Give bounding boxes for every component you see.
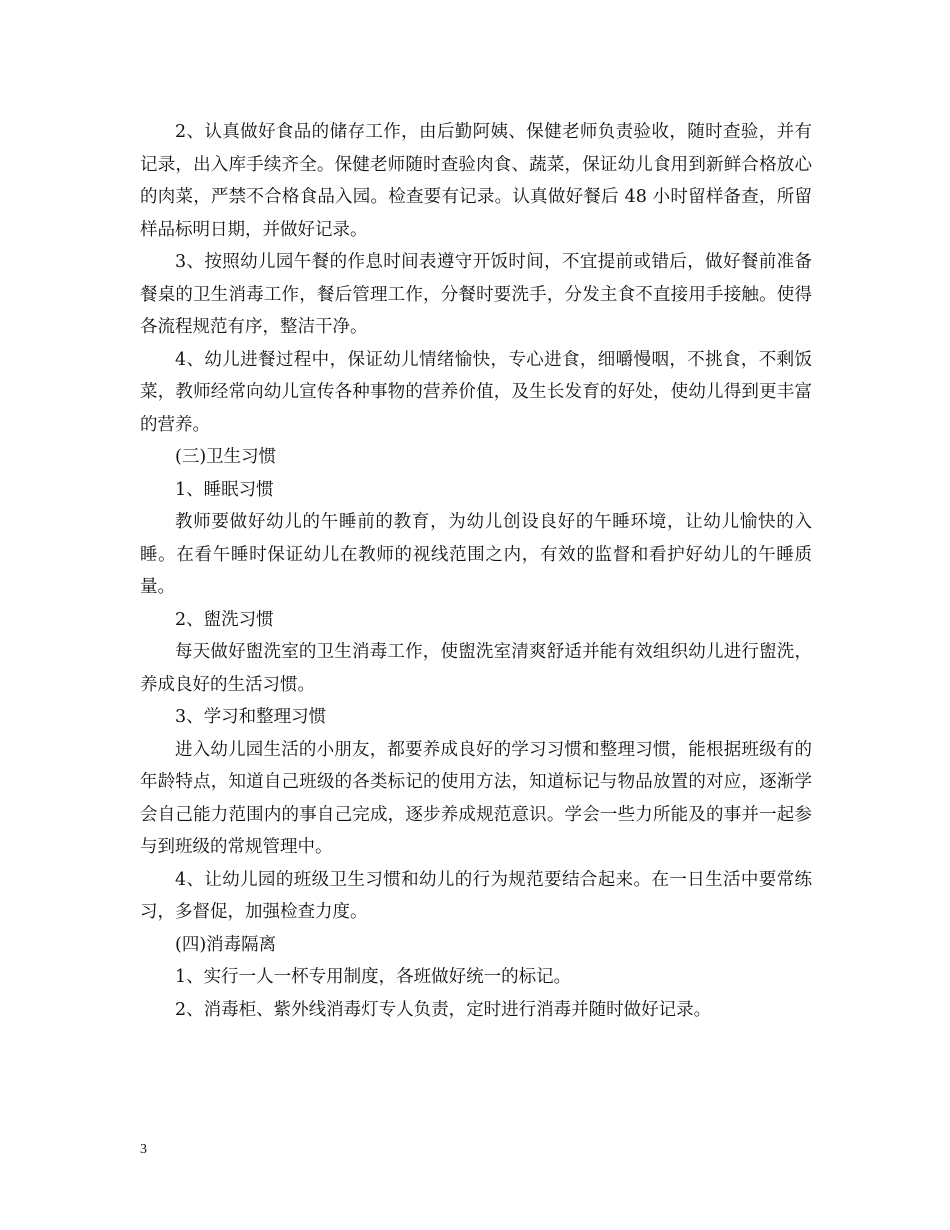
section-heading-disinfection: (四)消毒隔离 [175,934,277,955]
paragraph-sleep-habits: 教师要做好幼儿的午睡前的教育，为幼儿创设良好的午睡环境，让幼儿愉快的入睡。在看午睡时保证幼儿在教师的视线范围之内，有效的监督和看护好幼儿的午睡质量。 [140,512,812,597]
subheading-washing-habits: 2、盥洗习惯 [175,609,274,630]
paragraph-behavior-norms: 4、让幼儿园的班级卫生习惯和幼儿的行为规范要结合起来。在一日生活中要常练习，多督促，加强检查力度。 [140,869,812,922]
document-body [140,116,812,1026]
subheading-sleep-habits: 1、睡眠习惯 [175,479,274,500]
paragraph-cup-system: 1、实行一人一杯专用制度，各班做好统一的标记。 [175,967,572,987]
paragraph-disinfection-cabinet: 2、消毒柜、紫外线消毒灯专人负责，定时进行消毒并随时做好记录。 [175,999,712,1020]
paragraph-washing-habits: 每天做好盥洗室的卫生消毒工作，使盥洗室清爽舒适并能有效组织幼儿进行盥洗，养成良好的生活习惯。 [140,642,812,695]
section-heading-hygiene-habits: (三)卫生习惯 [175,447,277,467]
subheading-learning-habits: 3、学习和整理习惯 [175,707,327,727]
paragraph-food-storage: 2、认真做好食品的储存工作，由后勤阿姨、保健老师负责验收，随时查验，并有记录，出入库手续齐全。保健老师随时查验肉食、蔬菜，保证幼儿食用到新鲜合格放心的肉菜，严禁不合格食品入园。检查要有记录。认真做好餐后 48 小时留样备查，所留样品标明日期，并做好记录。 [140,122,812,240]
paragraph-eating-process: 4、幼儿进餐过程中，保证幼儿情绪愉快，专心进食，细嚼慢咽，不挑食，不剩饭菜，教师经常向幼儿宣传各种事物的营养价值，及生长发育的好处，使幼儿得到更丰富的营养。 [140,349,812,435]
paragraph-learning-habits: 进入幼儿园生活的小朋友，都要养成良好的学习习惯和整理习惯，能根据班级有的年龄特点，知道自己班级的各类标记的使用方法，知道标记与物品放置的对应，逐渐学会自己能力范围内的事自己完成，逐步养成规范意识。学会一些力所能及的事并一起参与到班级的常规管理中。 [140,739,812,857]
page-number: 3 [140,1142,147,1157]
paragraph-lunch-schedule: 3、按照幼儿园午餐的作息时间表遵守开饭时间，不宜提前或错后，做好餐前准备餐桌的卫生消毒工作，餐后管理工作，分餐时要洗手，分发主食不直接用手接触。使得各流程规范有序，整洁干净。 [140,252,812,337]
